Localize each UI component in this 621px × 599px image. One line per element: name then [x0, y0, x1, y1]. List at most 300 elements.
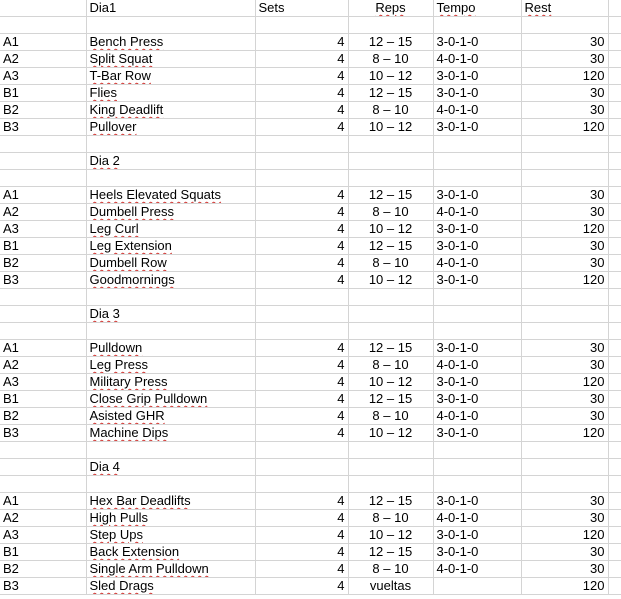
reps-cell[interactable]: 12 – 15 [348, 85, 433, 102]
exercise-cell[interactable] [86, 51, 255, 68]
day-title-row [0, 306, 621, 323]
cell-empty[interactable] [521, 476, 608, 493]
cell-empty[interactable] [608, 527, 621, 544]
reps-cell[interactable]: 8 – 10 [348, 357, 433, 374]
cell-empty[interactable] [86, 323, 255, 340]
reps-cell[interactable]: vueltas [348, 578, 433, 595]
rest-cell[interactable]: 30 [521, 544, 608, 561]
cell-empty[interactable] [608, 357, 621, 374]
cell-empty[interactable] [608, 510, 621, 527]
day-title-row [0, 459, 621, 476]
reps-cell[interactable]: 8 – 10 [348, 510, 433, 527]
day-title-cell[interactable] [86, 459, 255, 476]
cell-empty[interactable] [348, 136, 433, 153]
tempo-cell[interactable]: 3-0-1-0 [433, 272, 521, 289]
code-cell[interactable]: A3 [0, 68, 86, 85]
rest-cell[interactable]: 120 [521, 374, 608, 391]
sets-cell[interactable]: 4 [255, 102, 348, 119]
cell-empty[interactable] [255, 476, 348, 493]
sets-cell[interactable]: 4 [255, 340, 348, 357]
exercise-row [0, 119, 621, 136]
tempo-cell[interactable]: 4-0-1-0 [433, 51, 521, 68]
sets-cell[interactable]: 4 [255, 408, 348, 425]
cell-empty[interactable] [86, 17, 255, 34]
blank-row [0, 323, 621, 340]
cell-empty[interactable] [433, 459, 521, 476]
code-cell[interactable]: B1 [0, 391, 86, 408]
cell-empty[interactable] [608, 153, 621, 170]
cell-empty[interactable] [348, 323, 433, 340]
reps-cell[interactable]: 12 – 15 [348, 544, 433, 561]
exercise-cell-text: Bench Press [89, 34, 164, 49]
exercise-row [0, 340, 621, 357]
code-cell[interactable]: B2 [0, 255, 86, 272]
exercise-cell[interactable] [86, 357, 255, 374]
sets-cell[interactable]: 4 [255, 544, 348, 561]
sets-cell[interactable]: 4 [255, 357, 348, 374]
reps-cell[interactable]: 10 – 12 [348, 527, 433, 544]
rest-cell[interactable]: 30 [521, 357, 608, 374]
code-cell[interactable]: A1 [0, 34, 86, 51]
cell-empty[interactable] [521, 170, 608, 187]
reps-cell[interactable]: 8 – 10 [348, 102, 433, 119]
cell-empty[interactable] [86, 170, 255, 187]
exercise-cell-text: Leg Curl [89, 221, 139, 236]
exercise-row [0, 425, 621, 442]
reps-cell[interactable]: 12 – 15 [348, 187, 433, 204]
exercise-row [0, 374, 621, 391]
tempo-cell[interactable]: 3-0-1-0 [433, 238, 521, 255]
exercise-cell-text: Hex Bar Deadlifts [89, 493, 191, 508]
tempo-cell[interactable]: 3-0-1-0 [433, 34, 521, 51]
cell-empty[interactable] [348, 170, 433, 187]
exercise-cell-text: Goodmornings [89, 272, 175, 287]
code-cell[interactable]: A3 [0, 221, 86, 238]
exercise-row [0, 493, 621, 510]
rest-cell[interactable]: 30 [521, 204, 608, 221]
code-cell[interactable]: A2 [0, 357, 86, 374]
cell-empty[interactable] [433, 17, 521, 34]
rest-cell[interactable]: 30 [521, 187, 608, 204]
exercise-row [0, 187, 621, 204]
tempo-cell[interactable]: 4-0-1-0 [433, 561, 521, 578]
exercise-row [0, 102, 621, 119]
exercise-cell[interactable] [86, 102, 255, 119]
reps-cell[interactable]: 10 – 12 [348, 68, 433, 85]
exercise-cell[interactable] [86, 578, 255, 595]
exercise-cell-text: Back Extension [89, 544, 180, 559]
rest-cell[interactable]: 30 [521, 51, 608, 68]
cell-empty[interactable] [86, 476, 255, 493]
cell-empty[interactable] [608, 272, 621, 289]
exercise-cell-text: Sled Drags [89, 578, 154, 593]
rest-cell[interactable]: 30 [521, 408, 608, 425]
exercise-cell[interactable] [86, 391, 255, 408]
cell-empty[interactable] [255, 289, 348, 306]
blank-row [0, 442, 621, 459]
cell-empty[interactable] [348, 153, 433, 170]
cell-empty[interactable] [608, 221, 621, 238]
rest-cell[interactable]: 120 [521, 68, 608, 85]
reps-header-text: Reps [375, 0, 406, 15]
tempo-cell[interactable]: 4-0-1-0 [433, 408, 521, 425]
code-cell[interactable]: A1 [0, 340, 86, 357]
cell-empty[interactable] [0, 289, 86, 306]
exercise-cell[interactable] [86, 238, 255, 255]
day-title-cell[interactable]: Dia1 [86, 0, 255, 17]
rest-cell[interactable]: 120 [521, 272, 608, 289]
reps-cell[interactable]: 8 – 10 [348, 204, 433, 221]
sets-cell[interactable]: 4 [255, 561, 348, 578]
cell-empty[interactable] [255, 136, 348, 153]
exercise-cell[interactable] [86, 255, 255, 272]
cell-empty[interactable] [433, 136, 521, 153]
exercise-cell-text: Asisted GHR [89, 408, 165, 423]
tempo-cell[interactable]: 4-0-1-0 [433, 204, 521, 221]
exercise-cell-text: Pullover [89, 119, 137, 134]
cell-empty[interactable] [0, 306, 86, 323]
exercise-cell-text: Flies [89, 85, 117, 100]
exercise-row [0, 85, 621, 102]
exercise-cell[interactable] [86, 272, 255, 289]
reps-cell[interactable]: 12 – 15 [348, 238, 433, 255]
sets-cell[interactable]: 4 [255, 578, 348, 595]
cell-empty[interactable] [0, 0, 86, 17]
code-cell[interactable]: A1 [0, 493, 86, 510]
tempo-cell[interactable]: 4-0-1-0 [433, 357, 521, 374]
tempo-cell[interactable]: 3-0-1-0 [433, 68, 521, 85]
exercise-row [0, 272, 621, 289]
sets-cell[interactable]: 4 [255, 221, 348, 238]
code-cell[interactable]: A2 [0, 510, 86, 527]
blank-row [0, 289, 621, 306]
rest-cell[interactable]: 30 [521, 493, 608, 510]
exercise-row [0, 391, 621, 408]
reps-cell[interactable]: 8 – 10 [348, 408, 433, 425]
rest-cell[interactable]: 120 [521, 221, 608, 238]
code-cell[interactable]: B1 [0, 85, 86, 102]
exercise-row [0, 510, 621, 527]
reps-cell[interactable]: 10 – 12 [348, 221, 433, 238]
cell-empty[interactable] [608, 306, 621, 323]
cell-empty[interactable] [0, 459, 86, 476]
exercise-cell[interactable] [86, 425, 255, 442]
code-cell[interactable]: B3 [0, 119, 86, 136]
cell-empty[interactable] [521, 17, 608, 34]
reps-cell[interactable]: 10 – 12 [348, 272, 433, 289]
code-cell[interactable]: A3 [0, 374, 86, 391]
rest-cell[interactable]: 120 [521, 119, 608, 136]
cell-empty[interactable] [0, 442, 86, 459]
cell-empty[interactable] [608, 578, 621, 595]
exercise-row [0, 68, 621, 85]
cell-empty[interactable] [608, 442, 621, 459]
exercise-cell[interactable] [86, 408, 255, 425]
cell-empty[interactable] [608, 425, 621, 442]
sets-cell[interactable]: 4 [255, 255, 348, 272]
exercise-cell[interactable] [86, 340, 255, 357]
sets-cell[interactable]: 4 [255, 493, 348, 510]
rest-header-text: Rest [524, 0, 552, 15]
sets-cell[interactable]: 4 [255, 527, 348, 544]
code-cell[interactable]: B3 [0, 272, 86, 289]
cell-empty[interactable] [521, 459, 608, 476]
reps-header-cell[interactable] [348, 0, 433, 17]
exercise-cell[interactable] [86, 204, 255, 221]
tempo-header-text: Tempo [436, 0, 476, 15]
cell-empty[interactable] [433, 306, 521, 323]
cell-empty[interactable] [608, 85, 621, 102]
reps-cell[interactable]: 10 – 12 [348, 119, 433, 136]
cell-empty[interactable] [433, 153, 521, 170]
code-cell[interactable]: A1 [0, 187, 86, 204]
reps-cell[interactable]: 10 – 12 [348, 374, 433, 391]
cell-empty[interactable] [521, 136, 608, 153]
exercise-cell-text: Split Squat [89, 51, 153, 66]
cell-empty[interactable] [348, 459, 433, 476]
sets-cell[interactable]: 4 [255, 510, 348, 527]
tempo-header-cell[interactable] [433, 0, 521, 17]
cell-empty[interactable] [608, 170, 621, 187]
tempo-cell[interactable]: 3-0-1-0 [433, 425, 521, 442]
cell-empty[interactable] [608, 68, 621, 85]
reps-cell[interactable]: 8 – 10 [348, 51, 433, 68]
tempo-cell[interactable]: 3-0-1-0 [433, 85, 521, 102]
reps-cell[interactable]: 8 – 10 [348, 561, 433, 578]
cell-empty[interactable] [608, 102, 621, 119]
cell-empty[interactable] [608, 17, 621, 34]
cell-empty[interactable] [608, 459, 621, 476]
reps-cell[interactable]: 12 – 15 [348, 493, 433, 510]
exercise-cell[interactable] [86, 561, 255, 578]
exercise-cell[interactable] [86, 34, 255, 51]
header-row [0, 0, 621, 17]
cell-empty[interactable] [348, 476, 433, 493]
cell-empty[interactable] [0, 153, 86, 170]
blank-row [0, 136, 621, 153]
exercise-cell-text: Military Press [89, 374, 168, 389]
exercise-cell[interactable] [86, 119, 255, 136]
rest-cell[interactable]: 30 [521, 85, 608, 102]
sets-cell[interactable]: 4 [255, 425, 348, 442]
exercise-cell[interactable] [86, 493, 255, 510]
tempo-cell[interactable]: 3-0-1-0 [433, 391, 521, 408]
code-cell[interactable]: B2 [0, 102, 86, 119]
cell-empty[interactable] [255, 323, 348, 340]
sets-cell[interactable]: 4 [255, 34, 348, 51]
sets-cell[interactable]: 4 [255, 68, 348, 85]
reps-cell[interactable]: 12 – 15 [348, 34, 433, 51]
code-cell[interactable]: B1 [0, 544, 86, 561]
cell-empty[interactable] [86, 136, 255, 153]
exercise-cell-text: Dumbell Press [89, 204, 175, 219]
cell-empty[interactable] [521, 442, 608, 459]
sets-cell[interactable]: 4 [255, 391, 348, 408]
cell-empty[interactable] [433, 289, 521, 306]
rest-cell[interactable]: 30 [521, 102, 608, 119]
cell-empty[interactable] [608, 136, 621, 153]
cell-empty[interactable] [86, 289, 255, 306]
cell-empty[interactable] [521, 289, 608, 306]
exercise-cell-text: Dumbell Row [89, 255, 167, 270]
exercise-row [0, 527, 621, 544]
cell-empty[interactable] [348, 289, 433, 306]
cell-empty[interactable] [255, 170, 348, 187]
code-cell[interactable]: B3 [0, 578, 86, 595]
reps-cell[interactable]: 12 – 15 [348, 391, 433, 408]
cell-empty[interactable] [608, 119, 621, 136]
cell-empty[interactable] [608, 204, 621, 221]
tempo-cell[interactable]: 3-0-1-0 [433, 221, 521, 238]
blank-row [0, 476, 621, 493]
rest-cell[interactable]: 30 [521, 561, 608, 578]
rest-cell[interactable]: 120 [521, 578, 608, 595]
tempo-cell[interactable]: 3-0-1-0 [433, 374, 521, 391]
cell-empty[interactable] [255, 459, 348, 476]
code-cell[interactable]: A3 [0, 527, 86, 544]
cell-empty[interactable] [608, 391, 621, 408]
day-title-cell-text: Dia 3 [89, 306, 120, 321]
code-cell[interactable]: A2 [0, 51, 86, 68]
cell-empty[interactable] [433, 323, 521, 340]
exercise-row [0, 357, 621, 374]
exercise-cell[interactable] [86, 221, 255, 238]
rest-cell[interactable]: 120 [521, 527, 608, 544]
cell-empty[interactable] [433, 170, 521, 187]
sets-cell[interactable]: 4 [255, 119, 348, 136]
cell-empty[interactable] [521, 323, 608, 340]
cell-empty[interactable] [608, 255, 621, 272]
code-cell[interactable]: B3 [0, 425, 86, 442]
cell-empty[interactable] [608, 0, 621, 17]
cell-empty[interactable] [521, 153, 608, 170]
exercise-cell[interactable] [86, 187, 255, 204]
cell-empty[interactable] [0, 476, 86, 493]
cell-empty[interactable] [348, 306, 433, 323]
exercise-row [0, 51, 621, 68]
code-cell[interactable]: B2 [0, 561, 86, 578]
code-cell[interactable]: B1 [0, 238, 86, 255]
exercise-cell[interactable] [86, 544, 255, 561]
cell-empty[interactable] [608, 561, 621, 578]
cell-empty[interactable] [608, 289, 621, 306]
cell-empty[interactable] [608, 187, 621, 204]
cell-empty[interactable] [608, 493, 621, 510]
cell-empty[interactable] [348, 17, 433, 34]
cell-empty[interactable] [0, 17, 86, 34]
code-cell[interactable]: A2 [0, 204, 86, 221]
exercise-cell[interactable] [86, 85, 255, 102]
rest-cell[interactable]: 30 [521, 391, 608, 408]
tempo-cell[interactable]: 3-0-1-0 [433, 187, 521, 204]
rest-cell[interactable]: 30 [521, 238, 608, 255]
tempo-cell[interactable]: 4-0-1-0 [433, 102, 521, 119]
cell-empty[interactable] [608, 323, 621, 340]
exercise-cell[interactable] [86, 68, 255, 85]
tempo-cell[interactable]: 3-0-1-0 [433, 544, 521, 561]
cell-empty[interactable] [521, 306, 608, 323]
sets-cell[interactable]: 4 [255, 85, 348, 102]
rest-cell[interactable]: 30 [521, 340, 608, 357]
cell-empty[interactable] [348, 442, 433, 459]
exercise-cell[interactable] [86, 527, 255, 544]
tempo-cell[interactable]: 4-0-1-0 [433, 255, 521, 272]
cell-empty[interactable] [608, 238, 621, 255]
sets-cell[interactable]: 4 [255, 51, 348, 68]
tempo-cell[interactable]: 3-0-1-0 [433, 119, 521, 136]
code-cell[interactable]: B2 [0, 408, 86, 425]
rest-cell[interactable]: 30 [521, 255, 608, 272]
cell-empty[interactable] [0, 323, 86, 340]
exercise-row [0, 204, 621, 221]
cell-empty[interactable] [255, 17, 348, 34]
exercise-cell-text: Pulldown [89, 340, 143, 355]
sets-cell[interactable]: 4 [255, 374, 348, 391]
exercise-cell-text: Leg Press [89, 357, 149, 372]
reps-cell[interactable]: 10 – 12 [348, 425, 433, 442]
sets-cell[interactable]: 4 [255, 187, 348, 204]
cell-empty[interactable] [433, 442, 521, 459]
cell-empty[interactable] [608, 34, 621, 51]
exercise-row [0, 408, 621, 425]
cell-empty[interactable] [608, 476, 621, 493]
blank-row [0, 170, 621, 187]
exercise-cell-text: Heels Elevated Squats [89, 187, 222, 202]
tempo-cell[interactable]: 3-0-1-0 [433, 527, 521, 544]
cell-empty[interactable] [255, 153, 348, 170]
cell-empty[interactable] [608, 374, 621, 391]
cell-empty[interactable] [608, 408, 621, 425]
day-title-cell[interactable] [86, 306, 255, 323]
rest-cell[interactable]: 120 [521, 425, 608, 442]
reps-cell[interactable]: 8 – 10 [348, 255, 433, 272]
exercise-cell-text: Leg Extension [89, 238, 172, 253]
tempo-cell[interactable]: 3-0-1-0 [433, 493, 521, 510]
exercise-row [0, 544, 621, 561]
day-title-row [0, 153, 621, 170]
tempo-cell[interactable]: 4-0-1-0 [433, 510, 521, 527]
exercise-cell[interactable] [86, 510, 255, 527]
cell-empty[interactable] [0, 170, 86, 187]
cell-empty[interactable] [608, 340, 621, 357]
rest-cell[interactable]: 30 [521, 34, 608, 51]
cell-empty[interactable] [255, 442, 348, 459]
exercise-row [0, 238, 621, 255]
cell-empty[interactable] [433, 476, 521, 493]
sets-cell[interactable]: 4 [255, 204, 348, 221]
cell-empty[interactable] [608, 51, 621, 68]
cell-empty[interactable] [0, 136, 86, 153]
tempo-cell[interactable]: 3-0-1-0 [433, 340, 521, 357]
exercise-row [0, 221, 621, 238]
blank-row [0, 17, 621, 34]
sets-cell[interactable]: 4 [255, 272, 348, 289]
exercise-cell[interactable] [86, 374, 255, 391]
day-title-cell[interactable] [86, 153, 255, 170]
sets-header-cell[interactable]: Sets [255, 0, 348, 17]
rest-header-cell[interactable] [521, 0, 608, 17]
rest-cell[interactable]: 30 [521, 510, 608, 527]
cell-empty[interactable] [255, 306, 348, 323]
exercise-cell-text: King Deadlift [89, 102, 164, 117]
cell-empty[interactable] [86, 442, 255, 459]
tempo-cell[interactable] [433, 578, 521, 595]
exercise-cell-text: Close Grip Pulldown [89, 391, 208, 406]
exercise-cell-text: Single Arm Pulldown [89, 561, 209, 576]
reps-cell[interactable]: 12 – 15 [348, 340, 433, 357]
cell-empty[interactable] [608, 544, 621, 561]
sets-cell[interactable]: 4 [255, 238, 348, 255]
